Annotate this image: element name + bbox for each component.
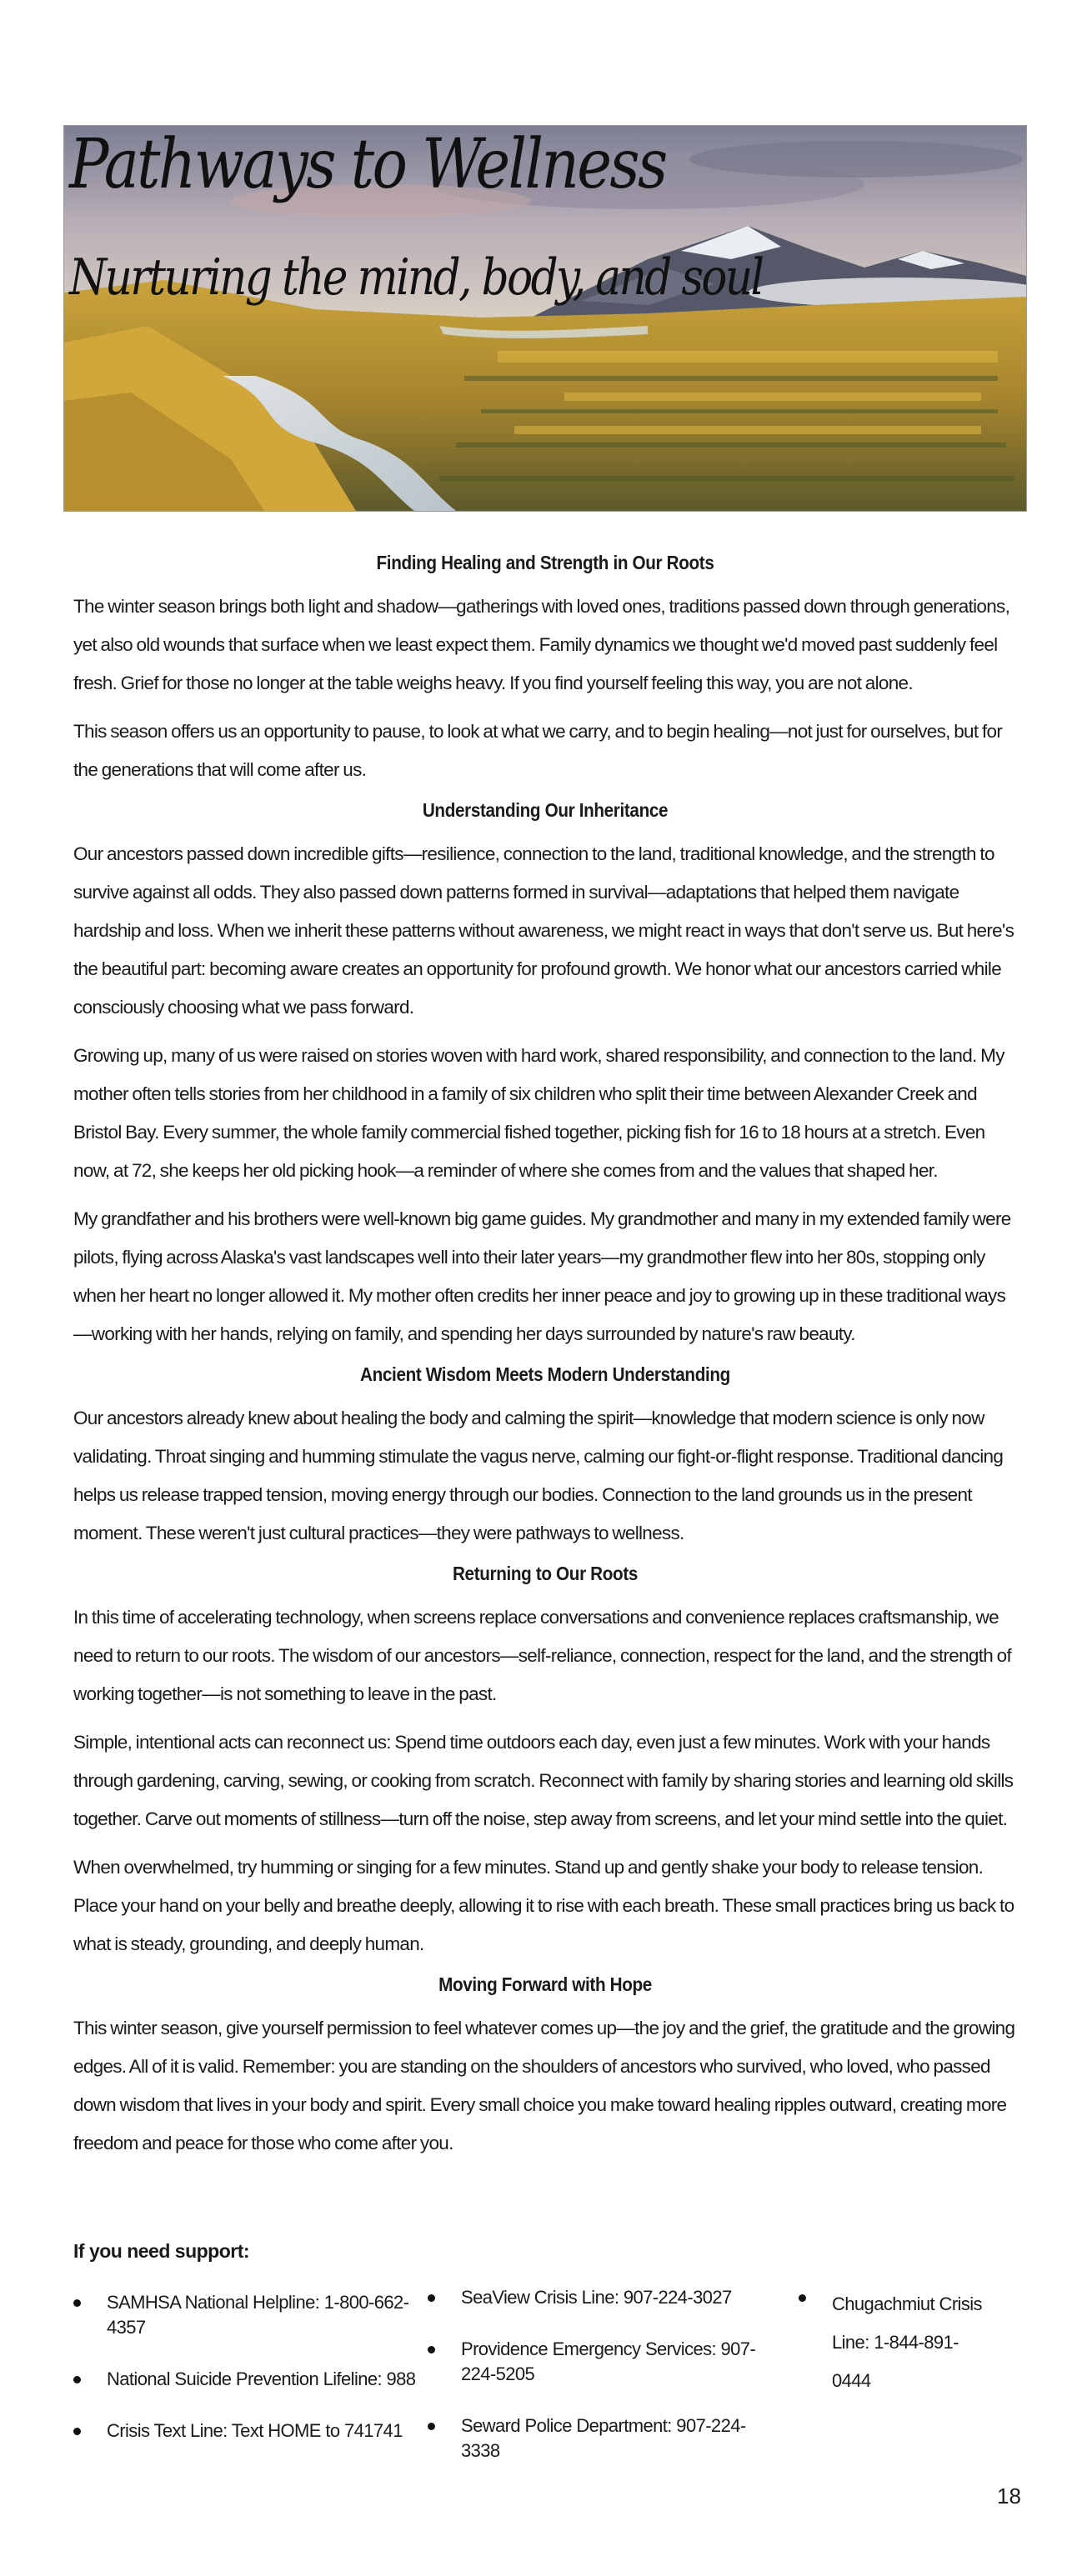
bullet-icon	[428, 2423, 435, 2430]
paragraph: Our ancestors already knew about healing the body and calming the spirit—knowledge that modern science is only now validating. Throat singing and humming stimulate the vagus nerve, calming our fight-or-flight response. Traditional dancing helps us release trapped tension, moving energy through our bodies. Connection to the land grounds us in the present moment. These weren't just cultural practices—they were pathways to wellness.	[73, 1408, 1004, 1543]
paragraph: When overwhelmed, try humming or singing for a few minutes. Stand up and gently shake your body to release tension. Place your hand on your belly and breathe deeply, allowing it to rise with each breath. These small practices bring us back to what is steady, grounding, and deeply human.	[73, 1857, 1014, 1954]
paragraph: Simple, intentional acts can reconnect us: Spend time outdoors each day, even just a few minutes. Work with your hands through gardening, carving, sewing, or cooking from scratch. Reconnect with family by sharing stories and learning old skills together. Carve out moments of stillness—turn off the noise, step away from screens, and let your mind settle into the quiet.	[73, 1732, 1014, 1829]
bullet-icon	[428, 2294, 435, 2302]
hotline-text: National Suicide Prevention Lifeline: 988	[107, 2368, 416, 2389]
bullet-icon	[73, 2428, 81, 2435]
list-item	[428, 2285, 761, 2310]
list-item	[799, 2285, 990, 2400]
bullet-icon	[73, 2299, 81, 2307]
list-item	[428, 2413, 761, 2463]
list-item	[73, 2418, 423, 2443]
page-number: 18	[997, 2483, 1021, 2508]
article-body	[73, 552, 1017, 2173]
header-banner	[63, 125, 1027, 512]
bullet-icon	[73, 2376, 81, 2383]
hotline-text: Seward Police Department: 907-224-3338	[461, 2415, 746, 2461]
banner-title: Pathways to Wellness	[69, 125, 666, 204]
hotline-text: SAMHSA National Helpline: 1-800-662-4357	[107, 2292, 409, 2338]
paragraph: This season offers us an opportunity to pause, to look at what we carry, and to begin healing—not just for ourselves, but for the generations that will come after us.	[73, 721, 1003, 780]
support-column-3	[799, 2285, 990, 2427]
section-heading: Understanding Our Inheritance	[422, 799, 669, 821]
list-item	[73, 2367, 423, 2392]
section-heading: Finding Healing and Strength in Our Roots	[376, 552, 714, 573]
list-item	[73, 2290, 423, 2340]
paragraph: Our ancestors passed down incredible gifts—resilience, connection to the land, traditional knowledge, and the strength to survive against all odds. They also passed down patterns formed in survival—adaptations that helped them navigate hardship and loss. When we inherit these patterns without awareness, we might react in ways that don't serve us. But here's the beautiful part: becoming aware creates an opportunity for profound growth. We honor what our ancestors carried while consciously choosing what we pass forward.	[73, 843, 1014, 1018]
hotline-text: Crisis Text Line: Text HOME to 741741	[107, 2420, 403, 2441]
hotline-text: SeaView Crisis Line: 907-224-3027	[461, 2287, 732, 2308]
section-heading: Returning to Our Roots	[452, 1563, 639, 1584]
support-column-2	[428, 2285, 761, 2490]
hotline-text: Providence Emergency Services: 907-224-5205	[461, 2338, 756, 2384]
bullet-icon	[799, 2294, 806, 2302]
paragraph: Growing up, many of us were raised on stories woven with hard work, shared responsibility, and connection to the land. My mother often tells stories from her childhood in a family of six children who split their time between Alexander Creek and Bristol Bay. Every summer, the whole family commercial fished together, picking fish for 16 to 18 hours at a stretch. Even now, at 72, she keeps her old picking hook—a reminder of where she comes from and the values that shaped her.	[73, 1045, 1004, 1181]
section-heading: Ancient Wisdom Meets Modern Understanding	[360, 1363, 730, 1385]
paragraph: The winter season brings both light and shadow—gatherings with loved ones, traditions passed down through generations, yet also old wounds that surface when we least expect them. Family dynamics we thought we'd moved past suddenly feel fresh. Grief for those no longer at the table weighs heavy. If you find yourself feeling this way, you are not alone.	[73, 596, 1010, 693]
paragraph: This winter season, give yourself permission to feel whatever comes up—the joy and the grief, the gratitude and the growing edges. All of it is valid. Remember: you are standing on the shoulders of ancestors who survived, who loved, who passed down wisdom that lives in your body and spirit. Every small choice you make toward healing ripples outward, creating more freedom and peace for those who come after you.	[73, 2018, 1015, 2153]
support-column-1	[73, 2290, 423, 2470]
list-item	[428, 2337, 761, 2387]
support-heading: If you need support:	[73, 2240, 250, 2262]
paragraph: My grandfather and his brothers were well-known big game guides. My grandmother and many in my extended family were pilots, flying across Alaska's vast landscapes well into their later years—my grandmother flew into her 80s, stopping only when her heart no longer allowed it. My mother often credits her inner peace and joy to growing up in these traditional ways—working with her hands, relying on family, and spending her days surrounded by nature's raw beauty.	[73, 1208, 1011, 1344]
banner-subtitle: Nurturing the mind, body, and soul	[69, 248, 763, 307]
section-heading: Moving Forward with Hope	[438, 1973, 652, 1995]
bullet-icon	[428, 2346, 435, 2353]
hotline-text: Chugachmiut Crisis Line: 1-844-891-0444	[832, 2293, 982, 2391]
support-resources	[73, 2240, 1017, 2461]
paragraph: In this time of accelerating technology, when screens replace conversations and convenience replaces craftsmanship, we need to return to our roots. The wisdom of our ancestors—self-reliance, connection, respect for the land, and the strength of working together—is not something to leave in the past.	[73, 1607, 1012, 1704]
